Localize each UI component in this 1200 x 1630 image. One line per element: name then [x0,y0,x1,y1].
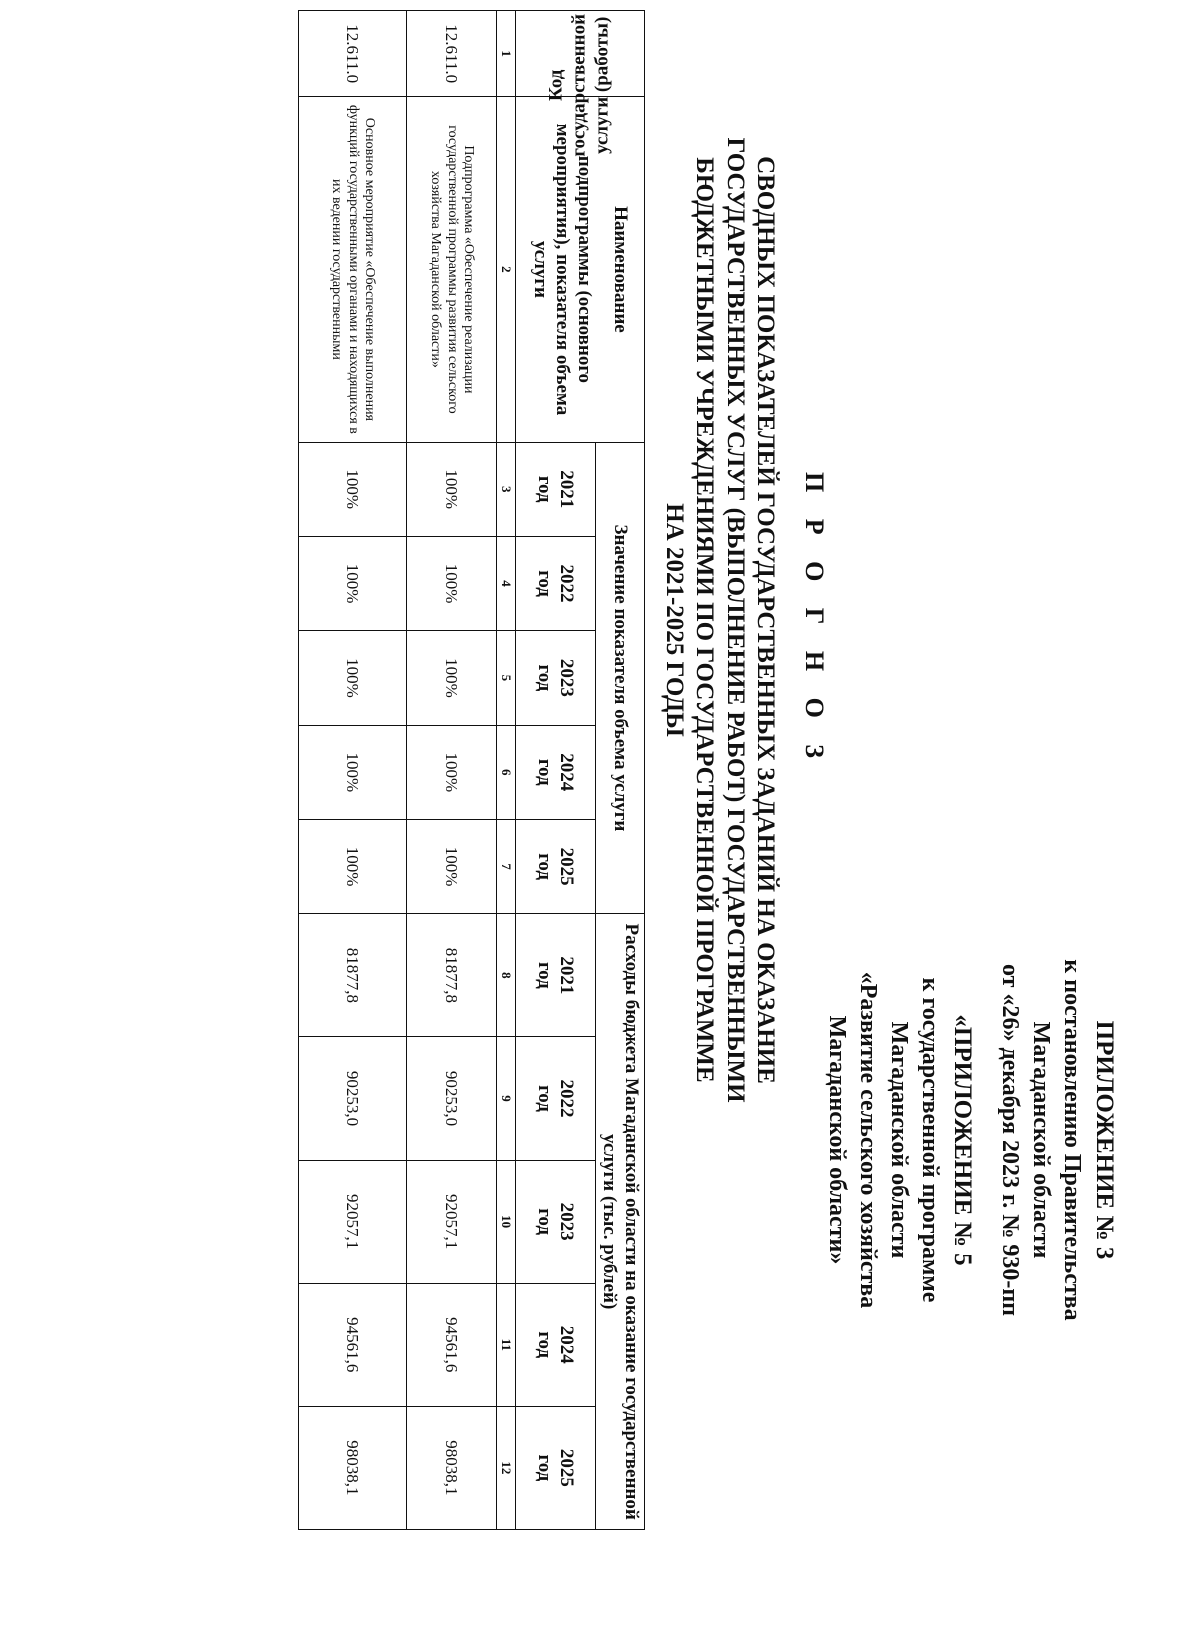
column-number: 8 [497,914,516,1037]
row-cost: 94561,6 [407,1283,497,1406]
header-year: 2025 год [516,819,596,913]
appendix-line-2: Магаданской области [1028,1021,1055,1259]
row-cost: 94561,6 [299,1283,407,1406]
row-name: Подпрограмма «Обеспечение реализации государственной программы развития сельского хозяйства Магаданской области» [407,97,497,442]
row-value: 100% [407,819,497,913]
header-costs-group: Расходы бюджета Магаданской области на оказание государственной услуги (тыс. рублей) [596,914,645,1530]
forecast-line-3: БЮДЖЕТНЫМИ УЧРЕЖДЕНИЯМИ ПО ГОСУДАРСТВЕННОЙ ПРОГРАММЕ [691,157,719,1083]
column-number: 9 [497,1037,516,1160]
appendix-block [821,880,1120,1400]
row-cost: 92057,1 [407,1160,497,1283]
row-value: 100% [299,631,407,725]
column-number: 2 [497,97,516,442]
appendix-title: ПРИЛОЖЕНИЕ № 3 [1091,1020,1118,1260]
header-year: 2022 год [516,1037,596,1160]
column-number: 3 [497,442,516,536]
header-year: 2023 год [516,1160,596,1283]
row-value: 100% [407,442,497,536]
header-name-2: подпрограммы (основного мероприятия), показателя объема услуги [530,123,595,416]
header-name-1: Наименование [610,206,631,333]
column-number: 10 [497,1160,516,1283]
appendix-line-3: от «26» декабря 2023 г. № 930-пп [997,963,1024,1317]
appendix-line-5: Магаданской области [886,1021,913,1259]
forecast-heading: П Р О Г Н О З [800,471,829,769]
row-code: 12.611.0 [407,11,497,97]
row-value: 100% [299,819,407,913]
column-number: 11 [497,1283,516,1406]
row-cost: 92057,1 [299,1160,407,1283]
table-row [299,11,407,1530]
header-year: 2021 год [516,914,596,1037]
column-number: 5 [497,631,516,725]
column-number: 1 [497,11,516,97]
row-name: Основное мероприятие «Обеспечение выполнения функций государственными органами и находящихся в их ведении государственными [299,97,407,442]
header-year: 2022 год [516,536,596,630]
row-value: 100% [299,725,407,819]
appendix-line-7: Магаданской области» [823,1015,850,1265]
column-numbers-row [497,11,516,1530]
forecast-line-1: СВОДНЫХ ПОКАЗАТЕЛЕЙ ГОСУДАРСТВЕННЫХ ЗАДАНИЙ НА ОКАЗАНИЕ [752,156,780,1084]
row-value: 100% [407,725,497,819]
row-value: 100% [299,536,407,630]
forecast-title [658,120,830,1120]
row-cost: 90253,0 [299,1037,407,1160]
row-cost: 98038,1 [299,1406,407,1529]
row-value: 100% [299,442,407,536]
table-row [407,11,497,1530]
appendix-title-2: «ПРИЛОЖЕНИЕ № 5 [948,1014,976,1266]
row-value: 100% [407,631,497,725]
row-cost: 90253,0 [407,1037,497,1160]
header-year: 2023 год [516,631,596,725]
appendix-line-4: к государственной программе [917,977,944,1303]
row-cost: 81877,8 [299,914,407,1037]
rotated-page [130,10,1130,1570]
forecast-line-2: ГОСУДАРСТВЕННЫХ УСЛУГ (ВЫПОЛНЕНИЕ РАБОТ) ГОСУДАРСТВЕННЫМИ [721,137,749,1103]
row-value: 100% [407,536,497,630]
row-code: 12.611.0 [299,11,407,97]
header-year: 2024 год [516,725,596,819]
header-year: 2025 год [516,1406,596,1529]
document-header [660,10,1130,1570]
forecast-table [298,10,645,1530]
header-year: 2024 год [516,1283,596,1406]
forecast-line-4: НА 2021-2025 ГОДЫ [660,503,688,737]
column-number: 6 [497,725,516,819]
header-values-group: Значение показателя объема услуги [596,442,645,914]
header-year: 2021 год [516,442,596,536]
header-code: Код государственной услуги (работы) [516,11,645,97]
column-number: 4 [497,536,516,630]
appendix-line-6: «Развитие сельского хозяйства [855,971,882,1309]
appendix-line-1: к постановлению Правительства [1059,959,1086,1321]
row-cost: 81877,8 [407,914,497,1037]
column-number: 12 [497,1406,516,1529]
row-cost: 98038,1 [407,1406,497,1529]
column-number: 7 [497,819,516,913]
